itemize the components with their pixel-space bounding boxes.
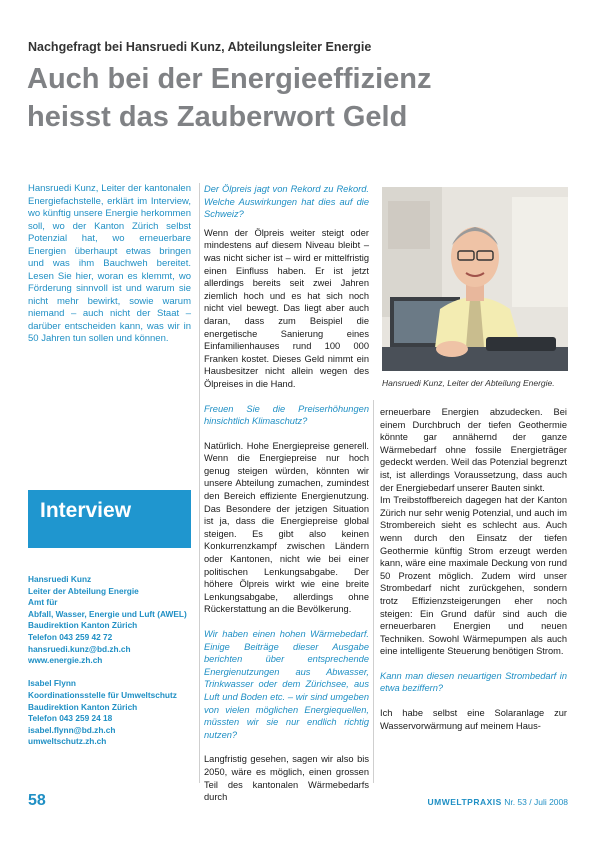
- contact-line: Amt für: [28, 597, 58, 608]
- answer-3: Langfristig gesehen, sagen wir also bis 2050, wäre es möglich, einen grossen Teil des kantonalen Wärmebedarfs durch: [204, 754, 369, 803]
- contact-line: Koordinationsstelle für Umweltschutz: [28, 689, 177, 700]
- question-2: Freuen Sie die Preiserhöhungen hinsichtlich Klimaschutz?: [204, 403, 369, 427]
- interview-title: Interview: [40, 499, 132, 522]
- lead-paragraph: Hansruedi Kunz, Leiter der kantonalen Energiefachstelle, erklärt im Interview, wo künftig unsere Energie herkommen soll, wo der Kanton Zürich selbst Potenzial hat, wo erneuerbare Energien überhaupt etwas bringen und was ihm Bauchweh bereitet. Lesen Sie hier, woran es klemmt, wo Förderung sinnvoll ist und warum sie nicht mehr bewirkt, sowie warum niemand – auch nicht der Staat – darüber entscheiden kann, was wir in 50 Jahren tun sollen und können.: [28, 183, 191, 344]
- question-4: Kann man diesen neuartigen Strombedarf in etwa beziffern?: [380, 670, 567, 694]
- portrait-photo: [382, 187, 568, 371]
- headline-line-1: Auch bei der Energieeffizienz: [27, 63, 432, 95]
- interview-column-3: [380, 406, 567, 738]
- contact-line: Isabel Flynn: [28, 678, 76, 689]
- contact-website[interactable]: www.energie.zh.ch: [28, 655, 103, 666]
- question-3: Wir haben einen hohen Wärmebedarf. Einige Beiträge dieser Ausgabe berichten über entsprechende Energienutzungen aus Abwasser, Trinkwasser oder dem Zürichsee, aus Luft und Boden etc. – wir sind umgeben von vielen möglichen Energiequellen, müssten wir sie nur endlich richtig nutzen?: [204, 629, 369, 740]
- contact-block: [28, 574, 198, 748]
- column-divider: [199, 183, 200, 783]
- headline: [27, 60, 572, 136]
- contact-phone: Telefon 043 259 24 18: [28, 713, 113, 724]
- answer-1: Wenn der Ölpreis weiter steigt oder mindestens auf diesem Niveau bleibt – was nicht sicher ist – wird er mittelfristig einen Einfluss haben. Er ist jetzt allerdings bereits seit zwei Jahren ziemlich hoch und es hat sich noch nicht viel bewegt. Das liegt aber auch daran, dass zum Beispiel die energetische Sanierung eines Einfamilienhauses rund 100 000 Franken kostet. Dieses Geld nimmt ein Hausbesitzer nicht allein wegen des Ölpreises in die Hand.: [204, 227, 369, 389]
- contact-line: Hansruedi Kunz: [28, 574, 92, 584]
- column-divider: [373, 400, 374, 783]
- contact-line: Leiter der Abteilung Energie: [28, 585, 139, 596]
- magazine-brand: UMWELTPRAXIS: [427, 797, 502, 807]
- contact-email[interactable]: isabel.flynn@bd.zh.ch: [28, 724, 116, 735]
- portrait-illustration: [382, 187, 568, 371]
- issue-info: Nr. 53 / Juli 2008: [504, 797, 568, 807]
- interview-column-2: [204, 183, 369, 810]
- contact-line: Baudirektion Kanton Zürich: [28, 701, 138, 712]
- kicker: Nachgefragt bei Hansruedi Kunz, Abteilungsleiter Energie: [28, 40, 372, 54]
- headline-line-2: heisst das Zauberwort Geld: [27, 101, 408, 133]
- contact-line: Baudirektion Kanton Zürich: [28, 620, 138, 631]
- contact-website[interactable]: umweltschutz.zh.ch: [28, 736, 107, 747]
- contact-email[interactable]: hansruedi.kunz@bd.zh.ch: [28, 643, 131, 654]
- answer-3-continued: erneuerbare Energien abzudecken. Bei einem Durchbruch der tiefen Geothermie könnte gar annähernd der ganze Wärmebedarf ohne fossile Energieträger gedeckt werden. Weil das Potenzial begrenzt ist, ist allerdings Voraussetzung, dass auch der Energiebedarf unserer Bauten sinkt.: [380, 407, 567, 493]
- footer-info: [428, 797, 568, 807]
- answer-2: Natürlich. Hohe Energiepreise generell. Wenn die Energiepreise nur hoch genug steigen würden, könnten wir unsere Abteilung zumachen, zumindest den Bereich effiziente Energienutzung. Das Besondere der jetzigen Situation ist ja, dass die Energiepreise global steigen. Es gibt also keinen Konkurrenzkampf zwischen Ländern oder Kantonen, nicht wie bei einer politischen Lenkungsabgabe. Der höhere Ölpreis wirkt wie eine breite Lenkungsabgabe, allerdings ohne Rückerstattung an die Bevölkerung.: [204, 440, 369, 615]
- contact-line: Abfall, Wasser, Energie und Luft (AWEL): [28, 608, 187, 619]
- answer-3-paragraph-2: Im Treibstoffbereich dagegen hat der Kanton Zürich nur sehr wenig Potenzial, und auch im Strombereich sieht es schlecht aus. Auch wenn durch den Einsatz der tiefen Geothermie künftig Strom erzeugt werden kann, wäre eine maximale Deckung von rund 50 Prozent möglich. Zudem wird unser Strombedarf nicht zurückgehen, sondern trotz Effizienzsteigerungen eher noch steigen: Ein Grund dafür sind auch die erneuerbaren Energien und neuen Techniken. Sowohl Wärmepumpen als auch eine intelligente Steuerung benötigen Strom.: [380, 495, 567, 657]
- page-number: 58: [28, 792, 46, 809]
- photo-caption: Hansruedi Kunz, Leiter der Abteilung Energie.: [382, 378, 555, 388]
- answer-4: Ich habe selbst eine Solaranlage zur Wasservorwärmung auf meinem Haus-: [380, 708, 567, 731]
- contact-phone: Telefon 043 259 42 72: [28, 631, 113, 642]
- question-1: Der Ölpreis jagt von Rekord zu Rekord. Welche Auswirkungen hat dies auf die Schweiz?: [204, 184, 369, 220]
